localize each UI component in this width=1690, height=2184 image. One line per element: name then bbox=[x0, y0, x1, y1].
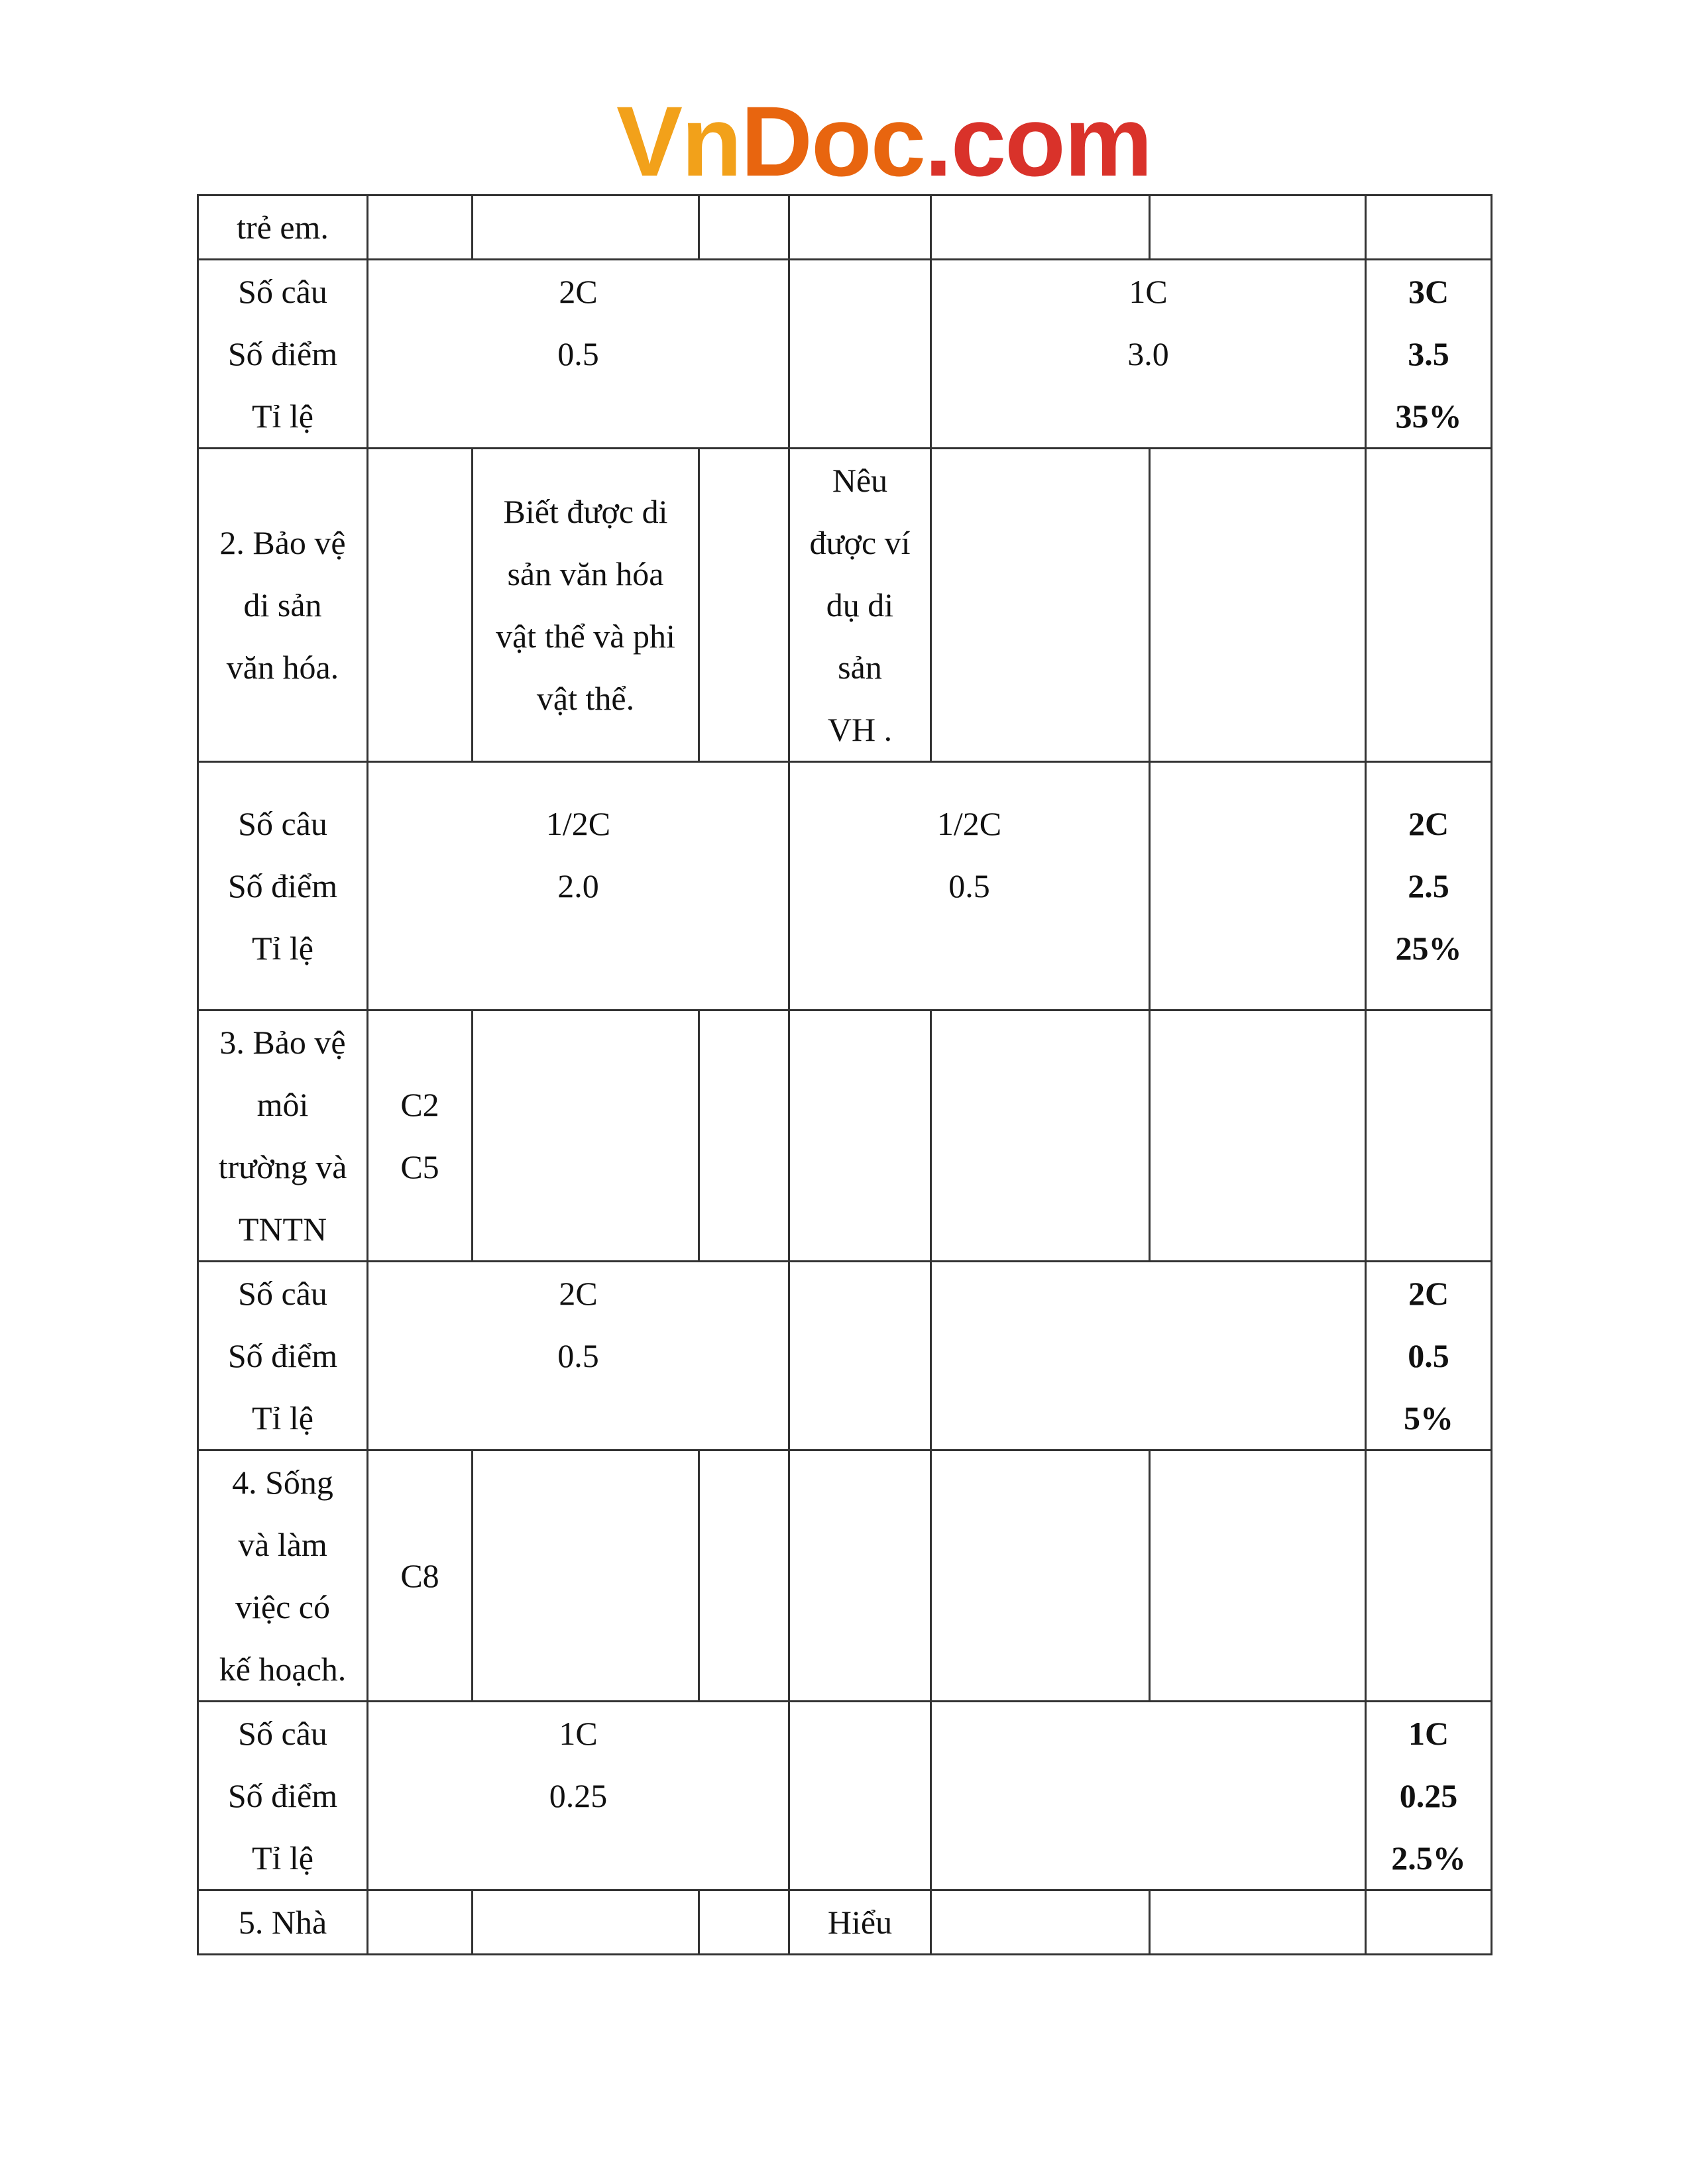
cell bbox=[789, 1702, 931, 1890]
cell bbox=[368, 1890, 473, 1955]
cell bbox=[931, 1702, 1366, 1890]
table-row bbox=[198, 1010, 1492, 1262]
cell bbox=[473, 1890, 699, 1955]
understand-description-cell: Hiểu bbox=[789, 1890, 931, 1955]
cell bbox=[1150, 449, 1366, 762]
table-row bbox=[198, 1890, 1492, 1955]
row-label: Số câu Số điểm Tỉ lệ bbox=[198, 762, 368, 1010]
apply-score-cell: 1C 3.0 bbox=[931, 260, 1366, 449]
cell bbox=[1366, 195, 1492, 260]
understand-description-cell: Nêu được ví dụ di sản VH . bbox=[789, 449, 931, 762]
total-cell: 2C 0.5 5% bbox=[1366, 1262, 1492, 1450]
cell bbox=[789, 1262, 931, 1450]
cell bbox=[699, 1450, 789, 1702]
cell bbox=[1366, 1010, 1492, 1262]
row-label: Số câu Số điểm Tỉ lệ bbox=[198, 1262, 368, 1450]
table-row bbox=[198, 195, 1492, 260]
cell bbox=[1150, 1010, 1366, 1262]
table-row bbox=[198, 1702, 1492, 1890]
cell bbox=[931, 1450, 1150, 1702]
cell bbox=[473, 1010, 699, 1262]
cell bbox=[1150, 1890, 1366, 1955]
know-score-cell: 2C 0.5 bbox=[368, 260, 789, 449]
know-score-cell: 2C 0.5 bbox=[368, 1262, 789, 1450]
cell bbox=[931, 449, 1150, 762]
cell bbox=[789, 195, 931, 260]
cell bbox=[473, 195, 699, 260]
row-label: Số câu Số điểm Tỉ lệ bbox=[198, 260, 368, 449]
cell bbox=[931, 1262, 1366, 1450]
table-row bbox=[198, 1450, 1492, 1702]
total-cell: 1C 0.25 2.5% bbox=[1366, 1702, 1492, 1890]
table-row bbox=[198, 449, 1492, 762]
cell bbox=[699, 1010, 789, 1262]
cell bbox=[699, 195, 789, 260]
logo-part-doc: Doc bbox=[740, 85, 925, 197]
table-row bbox=[198, 260, 1492, 449]
cell bbox=[789, 1450, 931, 1702]
cell bbox=[1366, 1450, 1492, 1702]
cell bbox=[699, 1890, 789, 1955]
row-label: 5. Nhà bbox=[198, 1890, 368, 1955]
cell bbox=[789, 260, 931, 449]
know-description-cell: Biết được di sản văn hóa vật thể và phi vật thể. bbox=[473, 449, 699, 762]
mcq-cell: C8 bbox=[368, 1450, 473, 1702]
table-row bbox=[198, 762, 1492, 1010]
total-cell: 3C 3.5 35% bbox=[1366, 260, 1492, 449]
cell bbox=[473, 1450, 699, 1702]
table-row bbox=[198, 1262, 1492, 1450]
logo-part-com: .com bbox=[925, 85, 1152, 197]
cell bbox=[931, 1010, 1150, 1262]
cell bbox=[1150, 762, 1366, 1010]
cell bbox=[931, 1890, 1150, 1955]
cell bbox=[1366, 1890, 1492, 1955]
cell bbox=[931, 195, 1150, 260]
row-label: 4. Sống và làm việc có kế hoạch. bbox=[198, 1450, 368, 1702]
row-label: Số câu Số điểm Tỉ lệ bbox=[198, 1702, 368, 1890]
total-cell: 2C 2.5 25% bbox=[1366, 762, 1492, 1010]
exam-matrix-table bbox=[197, 194, 1493, 1955]
mcq-cell: C2 C5 bbox=[368, 1010, 473, 1262]
understand-score-cell: 1/2C 0.5 bbox=[789, 762, 1150, 1010]
row-label: 2. Bảo vệ di sản văn hóa. bbox=[198, 449, 368, 762]
cell bbox=[1150, 195, 1366, 260]
vndoc-logo bbox=[616, 85, 1152, 197]
know-score-cell: 1/2C 2.0 bbox=[368, 762, 789, 1010]
cell bbox=[1366, 449, 1492, 762]
logo-part-vn: Vn bbox=[616, 85, 741, 197]
cell bbox=[368, 195, 473, 260]
cell bbox=[368, 449, 473, 762]
cell bbox=[699, 449, 789, 762]
cell bbox=[1150, 1450, 1366, 1702]
row-label: 3. Bảo vệ môi trường và TNTN bbox=[198, 1010, 368, 1262]
cell bbox=[789, 1010, 931, 1262]
know-score-cell: 1C 0.25 bbox=[368, 1702, 789, 1890]
row-label: trẻ em. bbox=[198, 195, 368, 260]
